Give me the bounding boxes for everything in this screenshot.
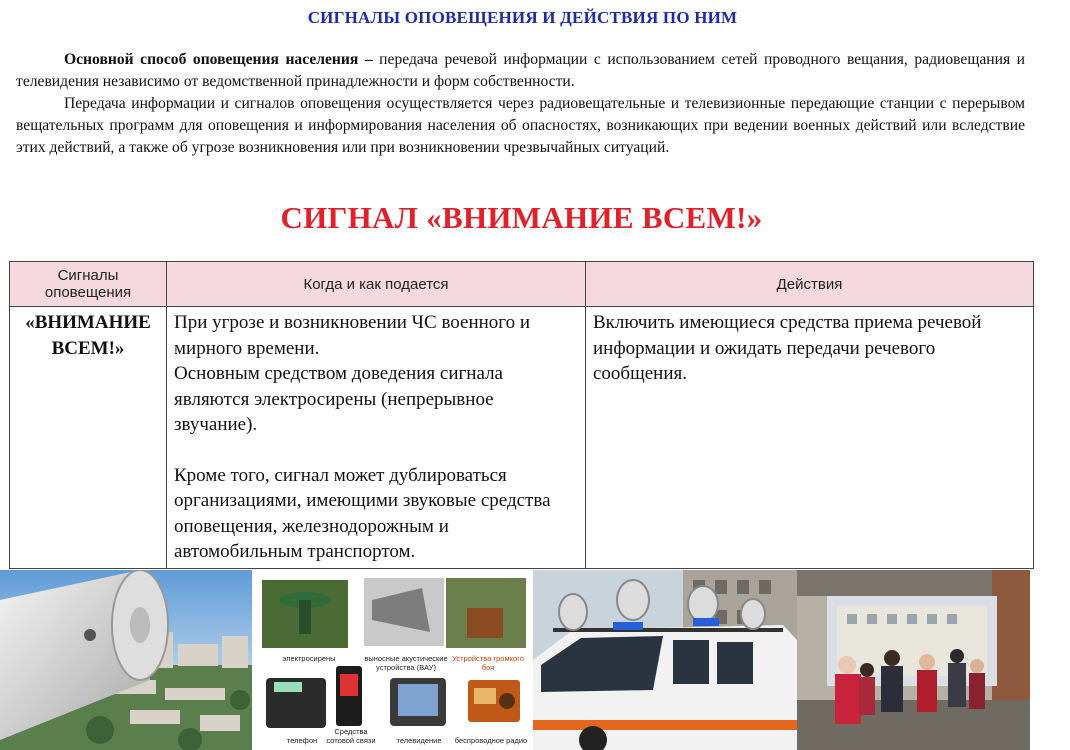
loudspeaker-city-photo <box>0 570 252 750</box>
caption-radio: беспроводное радио <box>454 736 528 745</box>
when-text-3: Кроме того, сигнал может дублироваться организациями, имеющими звуковые средства оповещения, железнодорожным и автомобильным транспортом. <box>174 464 551 562</box>
transmission-paragraph: Передача информации и сигналов оповещения осуществляется через радиовещательные и телевизионные передающие станции с перерывом вещательных программ для оповещения и информирования населения об опасностях, возникающих при ведении военных действий или вследствие этих действий, а также об угрозе возникновения или при возникновении чрезвычайных ситуаций. <box>16 95 1025 156</box>
when-text-1: При угрозе и возникновении ЧС военного и мирного времени. <box>174 312 531 359</box>
signal-title: СИГНАЛ «ВНИМАНИЕ ВСЕМ!» <box>280 200 763 235</box>
signal-table <box>9 261 1034 569</box>
evacuation-crowd-photo <box>797 570 1030 750</box>
table-header-row <box>10 262 1034 307</box>
caption-tv: телевидение <box>396 736 442 745</box>
header-when: Когда и как подается <box>167 262 586 307</box>
signal-name-cell: «ВНИМАНИЕ ВСЕМ!» <box>10 307 167 569</box>
action-cell: Включить имеющиеся средства приема речевой информации и ожидать передачи речевого сообщения. <box>586 307 1034 569</box>
header-signals: Сигналы оповещения <box>10 262 167 307</box>
photo-strip <box>0 570 1070 750</box>
header-actions: Действия <box>586 262 1034 307</box>
caption-loud: Устройства громкого боя <box>452 654 524 672</box>
intro-bold: Основной способ оповещения населения – <box>64 51 373 68</box>
caption-phone: телефон <box>286 736 318 745</box>
caption-vau: выносные акустические устройства (ВАУ) <box>364 654 448 672</box>
emergency-vehicle-photo <box>533 570 797 750</box>
intro-text: передача речевой информации с использованием сетей проводного вещания, радиовещания и телевидения независимо от ведомственной принадлежности и форм собственности. <box>16 51 1025 90</box>
table-row <box>10 307 1034 569</box>
devices-collage <box>252 570 530 750</box>
when-cell <box>167 307 586 569</box>
when-text-2: Основным средством доведения сигнала являются электросирены (непрерывное звучание). <box>174 363 503 435</box>
caption-sirens: электросирены <box>282 654 336 663</box>
page-title: СИГНАЛЫ ОПОВЕЩЕНИЯ И ДЕЙСТВИЯ ПО НИМ <box>307 8 738 27</box>
intro-paragraph <box>16 49 1025 93</box>
caption-mobile: Средства сотовой связи <box>326 727 376 745</box>
